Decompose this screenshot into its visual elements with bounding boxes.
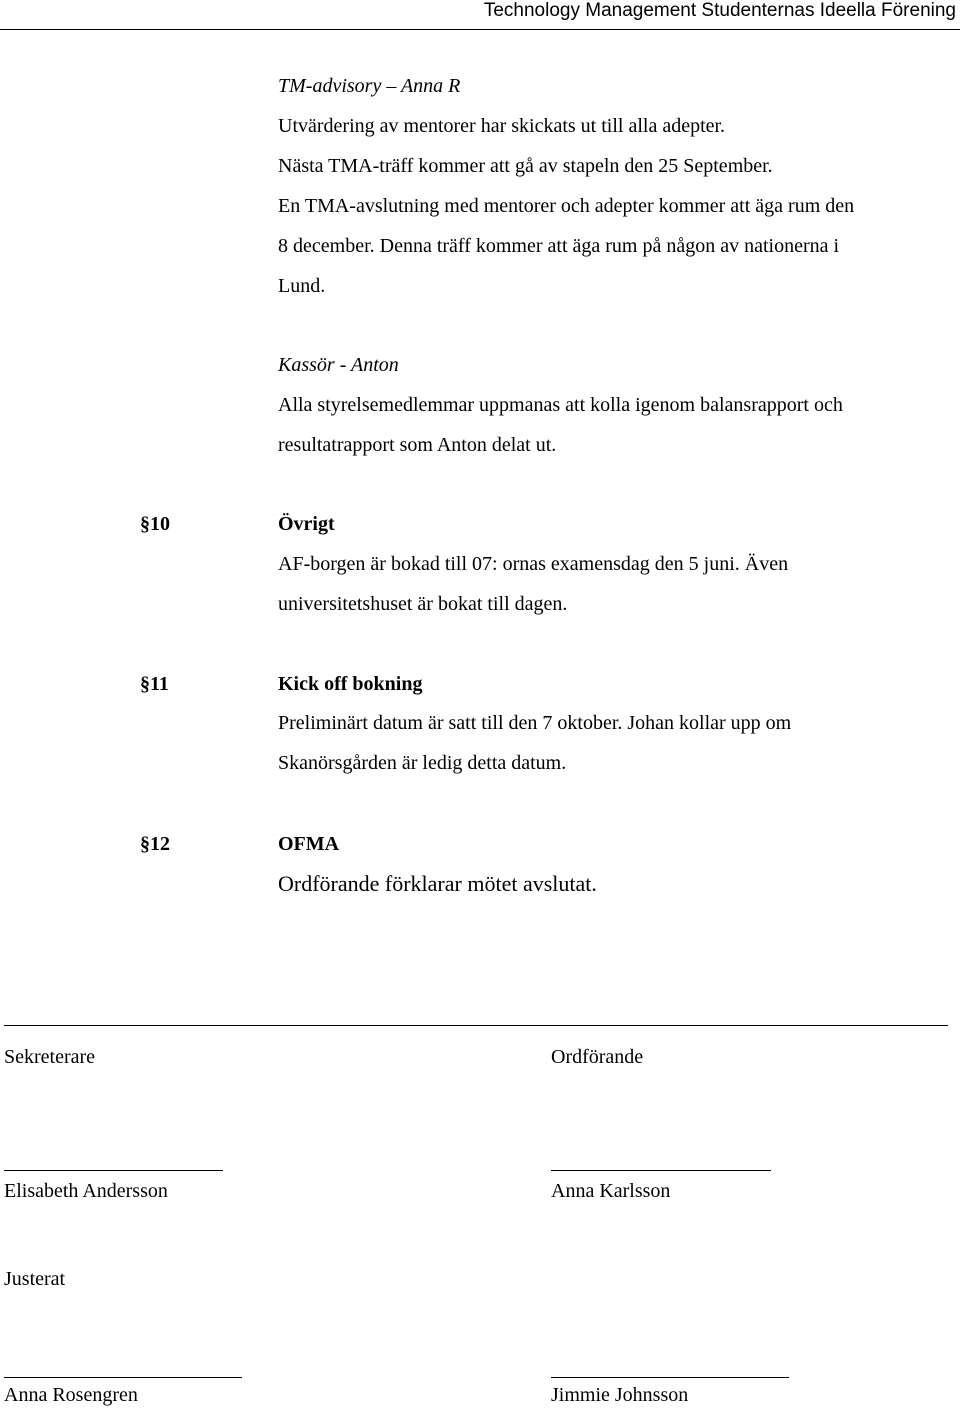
text-line: 8 december. Denna träff kommer att äga rum på någon av nationerna i [278, 235, 840, 257]
signature-name: Anna Karlsson [551, 1180, 671, 1202]
signature-name: Elisabeth Andersson [4, 1180, 168, 1202]
kassor-heading: Kassör - Anton [278, 354, 399, 376]
signature-line-full [4, 1025, 948, 1026]
text-line: Skanörsgården är ledig detta datum. [278, 752, 567, 774]
section-11-number: §11 [140, 673, 169, 695]
signature-line [551, 1377, 789, 1378]
section-12-title: OFMA [278, 833, 340, 855]
text-line: En TMA-avslutning med mentorer och adepter kommer att äga rum den [278, 195, 855, 217]
tm-advisory-heading: TM-advisory – Anna R [278, 75, 461, 97]
section-12-number: §12 [140, 833, 170, 855]
tm-advisory-body [278, 106, 950, 306]
role-secretary: Sekreterare [4, 1046, 96, 1068]
text-line: Nästa TMA-träff kommer att gå av stapeln den 25 September. [278, 155, 773, 177]
text-line: universitetshuset är bokat till dagen. [278, 593, 568, 615]
section-11-title: Kick off bokning [278, 673, 423, 695]
text-line: resultatrapport som Anton delat ut. [278, 434, 557, 456]
text-line: Utvärdering av mentorer har skickats ut till alla adepter. [278, 115, 726, 137]
section-11-body [278, 703, 950, 783]
signature-line [551, 1170, 771, 1171]
text-line: AF-borgen är bokad till 07: ornas examensdag den 5 juni. Även [278, 553, 789, 575]
section-10-body [278, 544, 950, 624]
signature-line [4, 1377, 242, 1378]
document-header: Technology Management Studenternas Ideella Förening [483, 0, 956, 21]
signature-name: Jimmie Johnsson [551, 1384, 689, 1406]
text-line: Ordförande förklarar mötet avslutat. [278, 871, 597, 896]
section-12-body [278, 864, 950, 904]
text-line: Alla styrelsemedlemmar uppmanas att kolla igenom balansrapport och [278, 394, 843, 416]
text-line: Lund. [278, 275, 326, 297]
section-10-title: Övrigt [278, 513, 335, 535]
kassor-body [278, 385, 950, 465]
signature-name: Anna Rosengren [4, 1384, 138, 1406]
justerat-label: Justerat [4, 1268, 66, 1290]
role-chairman: Ordförande [551, 1046, 644, 1068]
header-divider [0, 29, 960, 30]
signature-line [4, 1170, 223, 1171]
text-line: Preliminärt datum är satt till den 7 oktober. Johan kollar upp om [278, 712, 792, 734]
section-10-number: §10 [140, 513, 170, 535]
